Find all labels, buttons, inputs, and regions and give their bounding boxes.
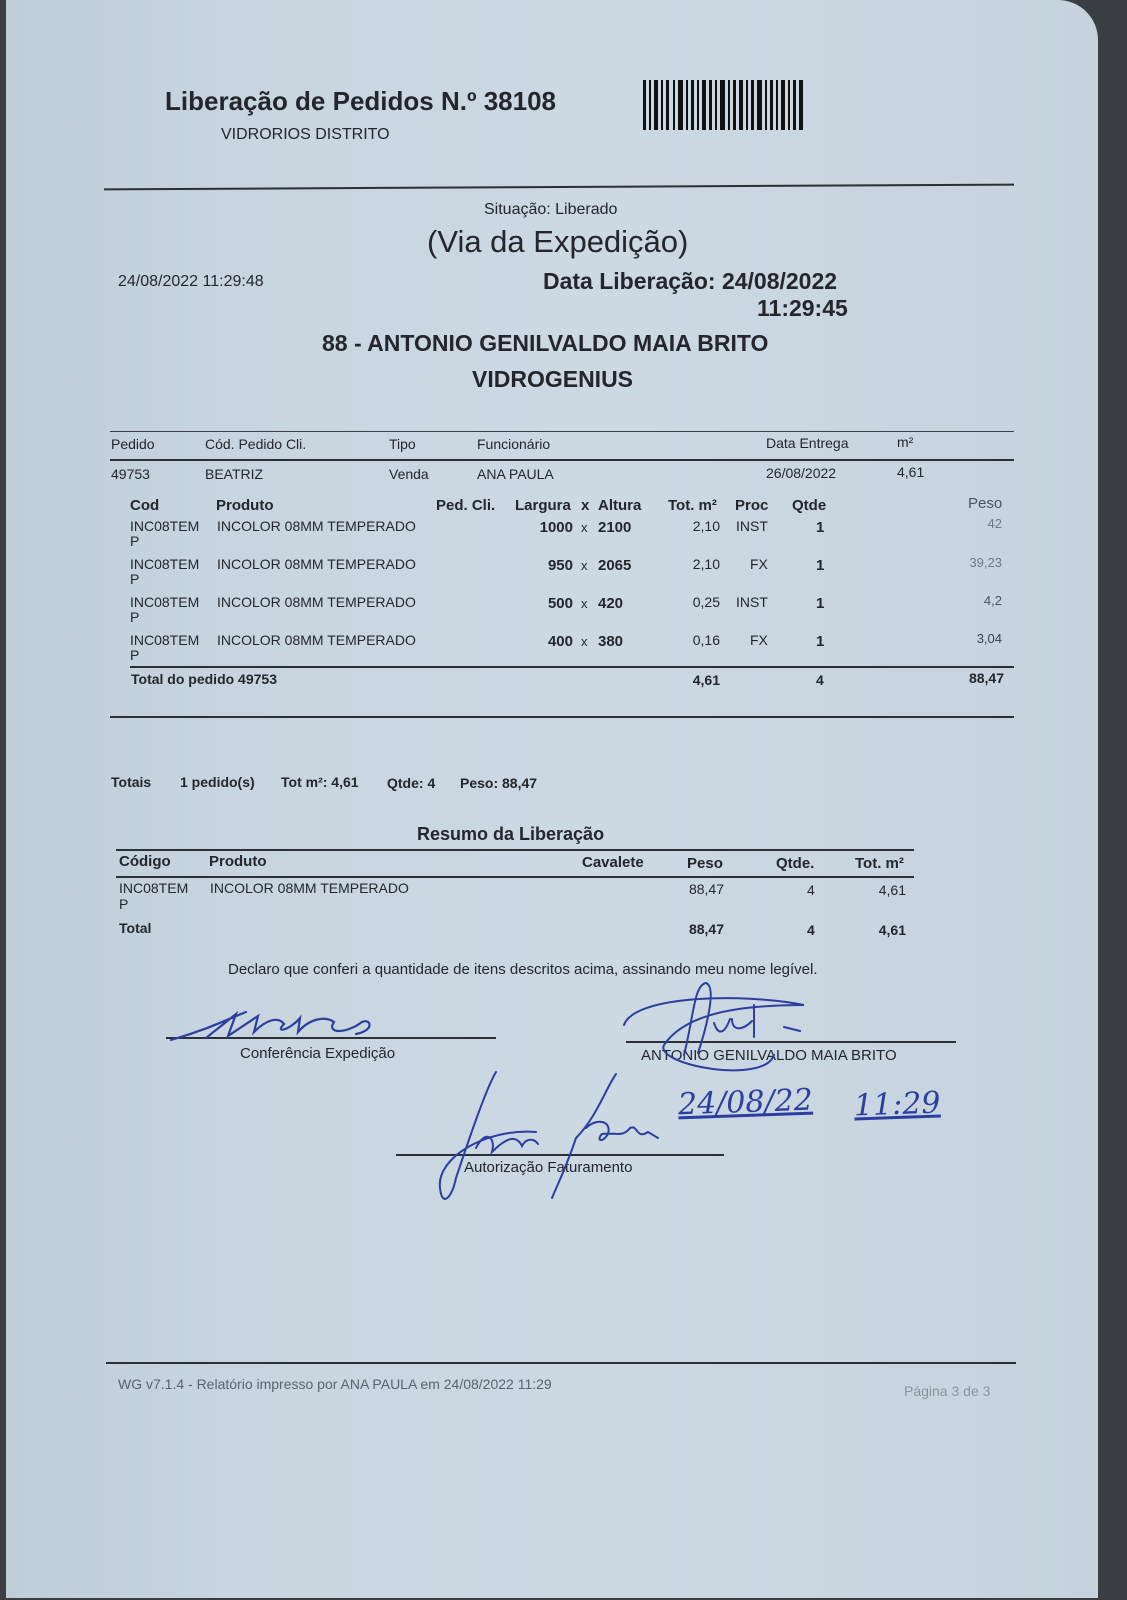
order-value-cod-pedido-cli: BEATRIZ [205,466,264,482]
item-proc: INST [736,594,768,610]
item-qtde: 1 [816,557,825,574]
item-x: x [581,520,588,535]
order-value-data-entrega: 26/08/2022 [766,465,837,481]
items-header-ped-cli: Ped. Cli. [436,497,496,514]
resumo-header-peso: Peso [687,855,723,872]
item-proc: INST [736,518,768,534]
item-cod: INC08TEM [130,556,200,572]
order-label-data-entrega: Data Entrega [766,435,849,451]
printed-datetime: 24/08/2022 11:29:48 [118,273,264,290]
resumo-header-rule [116,876,914,878]
item-altura: 380 [598,633,624,650]
order-label-tipo: Tipo [389,436,416,452]
items-header-tot-m2: Tot. m² [668,497,717,514]
item-largura: 950 [547,557,573,574]
totais-label: Totais [111,774,152,790]
item-tot-m2: 2,10 [692,556,720,572]
resumo-header-codigo: Código [119,853,171,870]
items-header-peso: Peso [968,495,1003,512]
cliente-name-label: ANTONIO GENILVALDO MAIA BRITO [641,1047,897,1064]
item-produto: INCOLOR 08MM TEMPERADO [217,518,416,534]
barcode [643,80,805,130]
items-header-x: x [581,497,590,514]
order-value-pedido: 49753 [111,466,150,482]
declaration-text: Declaro que conferi a quantidade de itens descritos acima, assinando meu nome legível. [228,961,818,978]
item-largura: 400 [547,633,573,650]
via-label: (Via da Expedição) [427,224,689,259]
resumo-tot-m2: 4,61 [878,882,906,898]
order-total-label: Total do pedido 49753 [131,671,277,687]
resumo-codigo: INC08TEM [119,880,189,896]
item-proc: FX [750,632,768,648]
document-title: Liberação de Pedidos N.º 38108 [165,86,556,116]
data-liberacao: Data Liberação: 24/08/2022 [543,268,838,294]
order-label-pedido: Pedido [111,436,155,452]
items-header-largura: Largura [515,497,571,514]
resumo-codigo-suffix: P [119,896,129,912]
order-value-funcionario: ANA PAULA [477,466,554,482]
order-table-top-rule [110,431,1014,432]
header-divider [104,184,1014,191]
item-peso: 3,04 [976,631,1002,646]
footer-printed-by: WG v7.1.4 - Relatório impresso por ANA PAULA em 24/08/2022 11:29 [118,1376,552,1392]
client-name: 88 - ANTONIO GENILVALDO MAIA BRITO [322,330,769,356]
item-produto: INCOLOR 08MM TEMPERADO [217,594,416,610]
handwritten-date: 24/08/22 [677,1082,814,1123]
items-header-proc: Proc [735,497,769,514]
barcode-graphic [643,80,805,130]
order-label-cod-pedido-cli: Cód. Pedido Cli. [205,436,307,452]
order-total-qtde: 4 [816,672,824,688]
totais-tot-m2: Tot m²: 4,61 [281,774,359,790]
item-x: x [581,596,588,611]
conferencia-signature [166,1000,396,1050]
order-value-tipo: Venda [389,466,429,482]
totais-peso: Peso: 88,47 [460,775,538,791]
item-peso: 39,23 [969,555,1002,570]
item-x: x [581,634,588,649]
item-largura: 1000 [539,519,573,536]
item-altura: 420 [598,595,624,612]
item-altura: 2065 [598,557,632,574]
item-peso: 42 [987,516,1002,531]
order-header-rule [110,459,1014,461]
document-page [6,0,1098,1598]
item-cod: INC08TEM [130,594,200,610]
items-header-cod: Cod [130,497,160,514]
totais-qtde: Qtde: 4 [387,775,436,791]
client-company: VIDROGENIUS [472,366,634,392]
item-x: x [581,558,588,573]
item-tot-m2: 0,16 [692,632,720,648]
order-total-rule [130,666,1014,668]
resumo-top-rule [116,849,914,851]
item-cod-suffix: P [130,533,140,549]
item-cod-suffix: P [130,571,140,587]
footer-page-number: Página 3 de 3 [904,1383,991,1399]
handwritten-time: 11:29 [853,1085,942,1124]
footer-rule [106,1362,1016,1364]
resumo-header-tot-m2: Tot. m² [855,855,904,872]
item-largura: 500 [547,595,573,612]
item-produto: INCOLOR 08MM TEMPERADO [217,632,416,648]
item-qtde: 1 [816,595,825,612]
items-header-produto: Produto [216,497,274,514]
situacao: Situação: Liberado [484,201,618,218]
resumo-total-peso: 88,47 [688,921,724,937]
item-tot-m2: 0,25 [692,594,720,610]
data-liberacao-time: 11:29:45 [757,295,848,321]
resumo-total-tot-m2: 4,61 [878,922,906,938]
item-produto: INCOLOR 08MM TEMPERADO [217,556,416,572]
order-value-m2: 4,61 [897,464,925,480]
items-header-altura: Altura [598,497,642,514]
item-cod: INC08TEM [130,518,200,534]
item-cod-suffix: P [130,609,140,625]
item-qtde: 1 [816,519,825,536]
item-qtde: 1 [816,633,825,650]
item-tot-m2: 2,10 [692,518,720,534]
item-peso: 4,2 [983,593,1002,608]
order-bottom-rule [110,716,1014,718]
order-label-m2: m² [897,434,914,450]
resumo-header-produto: Produto [209,853,267,870]
item-proc: FX [750,556,768,572]
autorizacao-label: Autorização Faturamento [464,1159,633,1176]
company-name: VIDRORIOS DISTRITO [221,126,390,143]
resumo-total-qtde: 4 [807,922,815,938]
resumo-total-label: Total [119,920,152,936]
order-total-tot-m2: 4,61 [692,672,720,688]
resumo-qtde: 4 [807,882,815,898]
item-cod-suffix: P [130,647,140,663]
item-cod: INC08TEM [130,632,200,648]
resumo-produto: INCOLOR 08MM TEMPERADO [210,880,409,896]
conferencia-label: Conferência Expedição [240,1045,396,1062]
resumo-title: Resumo da Liberação [417,824,605,844]
autorizacao-signature [426,1068,686,1208]
item-altura: 2100 [598,519,632,536]
order-label-funcionario: Funcionário [477,436,551,452]
totais-pedidos: 1 pedido(s) [180,774,255,790]
resumo-header-qtde: Qtde. [776,855,815,872]
resumo-header-cavalete: Cavalete [582,854,644,871]
resumo-peso: 88,47 [688,881,724,897]
order-total-peso: 88,47 [968,670,1004,686]
items-header-qtde: Qtde [792,497,827,514]
